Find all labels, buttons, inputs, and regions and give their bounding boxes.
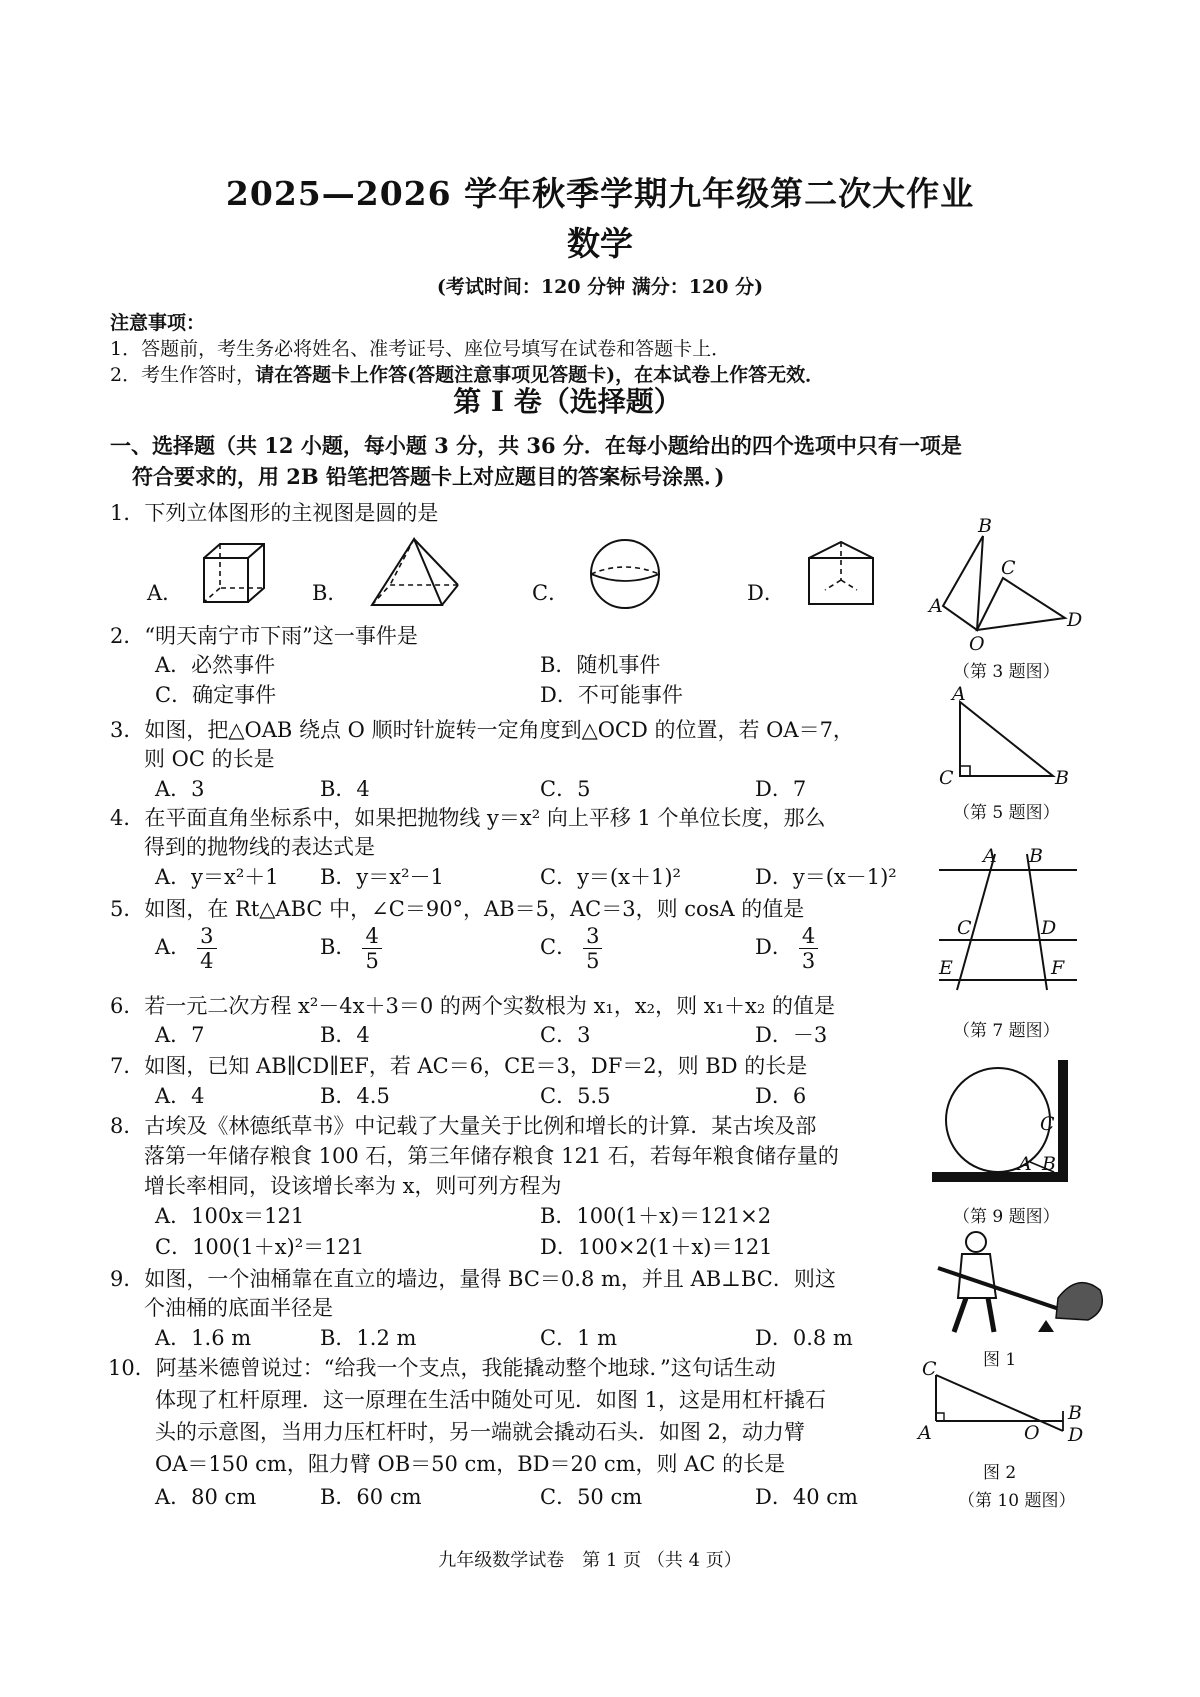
q1-option-d: D． bbox=[747, 581, 785, 605]
fig9-barrel-wall bbox=[930, 1058, 1080, 1188]
q10-stem-line-3: 头的示意图，当用力压杠杆时，另一端就会撬动石头．如图 2，动力臂 bbox=[155, 1420, 806, 1444]
q3-option-a: A．3 bbox=[155, 777, 205, 801]
q7-stem: 7．如图，已知 AB∥CD∥EF，若 AC＝6，CE＝3，DF＝2，则 BD 的长是 bbox=[110, 1054, 808, 1078]
fig10-figure-2-label: 图 2 bbox=[983, 1463, 1017, 1483]
q5-option-b-label: B． bbox=[320, 935, 357, 959]
q6-option-b: B．4 bbox=[320, 1023, 370, 1047]
q9-stem-line-2: 个油桶的底面半径是 bbox=[144, 1296, 333, 1320]
fig10-lever-illustration bbox=[918, 1228, 1108, 1338]
q4-option-d: D．y＝(x－1)² bbox=[755, 865, 897, 889]
fig5-label-c: C bbox=[939, 767, 954, 789]
fig5-caption: （第 5 题图） bbox=[953, 803, 1060, 823]
q10-option-d: D．40 cm bbox=[755, 1485, 858, 1509]
q1-prism-figure bbox=[805, 540, 880, 610]
q3-option-d: D．7 bbox=[755, 777, 807, 801]
q10-stem-line-2: 体现了杠杆原理．这一原理在生活中随处可见．如图 1，这是用杠杆撬石 bbox=[155, 1388, 827, 1412]
exam-title: 2025—2026 学年秋季学期九年级第二次大作业 bbox=[225, 174, 975, 213]
note-item-2-a: 2．考生作答时， bbox=[110, 364, 256, 386]
exam-subject: 数学 bbox=[567, 224, 633, 263]
note-item-1: 1．答题前，考生务必将姓名、准考证号、座位号填写在试卷和答题卡上． bbox=[110, 338, 731, 360]
q7-option-c: C．5.5 bbox=[540, 1084, 611, 1108]
fig10-caption: （第 10 题图） bbox=[958, 1491, 1076, 1511]
q2-option-c: C．确定事件 bbox=[155, 683, 277, 707]
section-line-2: 符合要求的，用 2B 铅笔把答题卡上对应题目的答案标号涂黑．) bbox=[132, 464, 725, 489]
fig10-figure-1-label: 图 1 bbox=[983, 1350, 1017, 1370]
q5-option-c-label: C． bbox=[540, 935, 578, 959]
fig7-label-b: B bbox=[1029, 845, 1043, 867]
fig9-label-c: C bbox=[1040, 1113, 1055, 1135]
notes-heading: 注意事项： bbox=[110, 312, 206, 334]
q5-option-d bbox=[755, 924, 818, 973]
fig3-label-b: B bbox=[978, 515, 992, 537]
q10-stem-line-1: 10．阿基米德曾说过：“给我一个支点，我能撬动整个地球．”这句话生动 bbox=[108, 1356, 776, 1380]
fig3-label-a: A bbox=[929, 595, 943, 617]
q1-sphere-figure bbox=[585, 538, 665, 610]
q7-option-a: A．4 bbox=[155, 1084, 205, 1108]
note-item-2-c: (答题注意事项见答题卡)， bbox=[407, 364, 635, 386]
q5-a-numerator: 3 bbox=[197, 924, 216, 949]
q9-option-c: C．1 m bbox=[540, 1326, 618, 1350]
q7-option-d: D．6 bbox=[755, 1084, 807, 1108]
fig10-label-c: C bbox=[922, 1358, 937, 1380]
fig3-rotation-figure bbox=[925, 515, 1085, 655]
q8-stem-line-1: 8．古埃及《林德纸草书》中记载了大量关于比例和增长的计算．某古埃及部 bbox=[110, 1114, 817, 1138]
fig3-label-c: C bbox=[1001, 557, 1016, 579]
note-item-2-b: 请在答题卡上作答 bbox=[255, 364, 408, 386]
fig7-label-c: C bbox=[957, 917, 972, 939]
q5-option-a bbox=[155, 924, 217, 973]
fig7-parallel-lines bbox=[935, 840, 1085, 990]
q7-option-b: B．4.5 bbox=[320, 1084, 390, 1108]
q5-option-b bbox=[320, 924, 382, 973]
volume-title: 第 I 卷（选择题） bbox=[453, 385, 682, 418]
q8-option-b: B．100(1＋x)＝121×2 bbox=[540, 1204, 772, 1228]
fig5-label-a: A bbox=[952, 683, 966, 705]
fig9-label-b: B bbox=[1042, 1153, 1056, 1175]
fig7-label-a: A bbox=[983, 845, 997, 867]
q10-option-b: B．60 cm bbox=[320, 1485, 422, 1509]
q1-option-a: A． bbox=[147, 581, 184, 605]
q4-option-c: C．y＝(x＋1)² bbox=[540, 865, 681, 889]
q8-stem-line-2: 落第一年储存粮食 100 石，第三年储存粮食 121 石，若每年粮食储存量的 bbox=[144, 1144, 839, 1168]
q2-option-d: D．不可能事件 bbox=[540, 683, 683, 707]
q4-stem-line-1: 4．在平面直角坐标系中，如果把抛物线 y＝x² 向上平移 1 个单位长度，那么 bbox=[110, 806, 826, 830]
q8-option-a: A．100x＝121 bbox=[155, 1204, 305, 1228]
q1-option-c: C． bbox=[532, 581, 570, 605]
q5-option-a-label: A． bbox=[155, 935, 192, 959]
q3-stem-line-2: 则 OC 的长是 bbox=[144, 747, 275, 771]
section-line-1: 一、选择题（共 12 小题，每小题 3 分，共 36 分．在每小题给出的四个选项中只有一项是 bbox=[110, 433, 962, 458]
q1-stem: 1．下列立体图形的主视图是圆的是 bbox=[110, 501, 439, 525]
fig7-label-e: E bbox=[939, 957, 953, 979]
q9-option-b: B．1.2 m bbox=[320, 1326, 417, 1350]
q4-option-a: A．y＝x²＋1 bbox=[155, 865, 279, 889]
q9-option-d: D．0.8 m bbox=[755, 1326, 853, 1350]
q9-option-a: A．1.6 m bbox=[155, 1326, 252, 1350]
page-footer: 九年级数学试卷 第 1 页 （共 4 页） bbox=[438, 1550, 742, 1571]
q2-stem: 2．“明天南宁市下雨”这一事件是 bbox=[110, 624, 418, 648]
q10-stem-line-4: OA＝150 cm，阻力臂 OB＝50 cm，BD＝20 cm，则 AC 的长是 bbox=[155, 1452, 786, 1476]
fig7-label-d: D bbox=[1041, 917, 1057, 939]
q8-stem-line-3: 增长率相同，设该增长率为 x，则可列方程为 bbox=[144, 1174, 562, 1198]
fig7-caption: （第 7 题图） bbox=[953, 1021, 1060, 1041]
fig5-label-b: B bbox=[1055, 767, 1069, 789]
fig10-label-a: A bbox=[918, 1422, 932, 1444]
q5-option-d-label: D． bbox=[755, 935, 793, 959]
q4-stem-line-2: 得到的抛物线的表达式是 bbox=[144, 835, 375, 859]
q5-option-c-fraction bbox=[583, 924, 602, 973]
q6-stem: 6．若一元二次方程 x²－4x＋3＝0 的两个实数根为 x₁，x₂，则 x₁＋x₂ 的值是 bbox=[110, 994, 835, 1018]
fig3-label-d: D bbox=[1067, 609, 1083, 631]
q5-option-c bbox=[540, 924, 602, 973]
q8-option-d: D．100×2(1＋x)＝121 bbox=[540, 1235, 773, 1259]
fig3-label-o: O bbox=[969, 633, 985, 655]
q5-d-numerator: 4 bbox=[799, 924, 818, 949]
fig5-right-triangle bbox=[935, 683, 1075, 789]
q5-stem: 5．如图，在 Rt△ABC 中，∠C＝90°，AB＝5，AC＝3，则 cosA 的值是 bbox=[110, 897, 805, 921]
q9-stem-line-1: 9．如图，一个油桶靠在直立的墙边，量得 BC＝0.8 m，并且 AB⊥BC．则这 bbox=[110, 1267, 836, 1291]
q5-a-denominator: 4 bbox=[200, 949, 214, 973]
q5-option-d-fraction bbox=[799, 924, 818, 973]
note-item-2-d: 在本试卷上作答无效． bbox=[634, 364, 825, 386]
fig7-label-f: F bbox=[1051, 957, 1065, 979]
q3-option-b: B．4 bbox=[320, 777, 370, 801]
q6-option-c: C．3 bbox=[540, 1023, 591, 1047]
q5-d-denominator: 3 bbox=[801, 949, 816, 973]
q3-option-c: C．5 bbox=[540, 777, 591, 801]
q5-option-b-fraction bbox=[362, 924, 381, 973]
q8-option-c: C．100(1＋x)²＝121 bbox=[155, 1235, 365, 1259]
fig10-label-d: D bbox=[1068, 1424, 1084, 1446]
q1-option-b: B． bbox=[312, 581, 349, 605]
q5-c-denominator: 5 bbox=[586, 949, 600, 973]
q5-b-numerator: 4 bbox=[362, 924, 381, 949]
q10-option-c: C．50 cm bbox=[540, 1485, 643, 1509]
q5-c-numerator: 3 bbox=[583, 924, 602, 949]
q6-option-d: D．－3 bbox=[755, 1023, 828, 1047]
q5-option-a-fraction bbox=[197, 924, 216, 973]
fig3-caption: （第 3 题图） bbox=[953, 662, 1060, 682]
q5-b-denominator: 5 bbox=[365, 949, 379, 973]
q10-option-a: A．80 cm bbox=[155, 1485, 257, 1509]
fig9-caption: （第 9 题图） bbox=[953, 1207, 1060, 1227]
fig10-label-b: B bbox=[1068, 1402, 1082, 1424]
fig9-label-a: A bbox=[1018, 1153, 1032, 1175]
fig10-label-o: O bbox=[1024, 1422, 1040, 1444]
q2-option-a: A．必然事件 bbox=[155, 653, 276, 677]
q6-option-a: A．7 bbox=[155, 1023, 205, 1047]
q1-pyramid-figure bbox=[368, 535, 463, 610]
q3-stem-line-1: 3．如图，把△OAB 绕点 O 顺时针旋转一定角度到△OCD 的位置，若 OA＝7， bbox=[110, 718, 854, 742]
q4-option-b: B．y＝x²－1 bbox=[320, 865, 444, 889]
q2-option-b: B．随机事件 bbox=[540, 653, 661, 677]
q1-cube-figure bbox=[200, 540, 270, 610]
exam-info: (考试时间：120 分钟 满分：120 分) bbox=[436, 276, 764, 298]
